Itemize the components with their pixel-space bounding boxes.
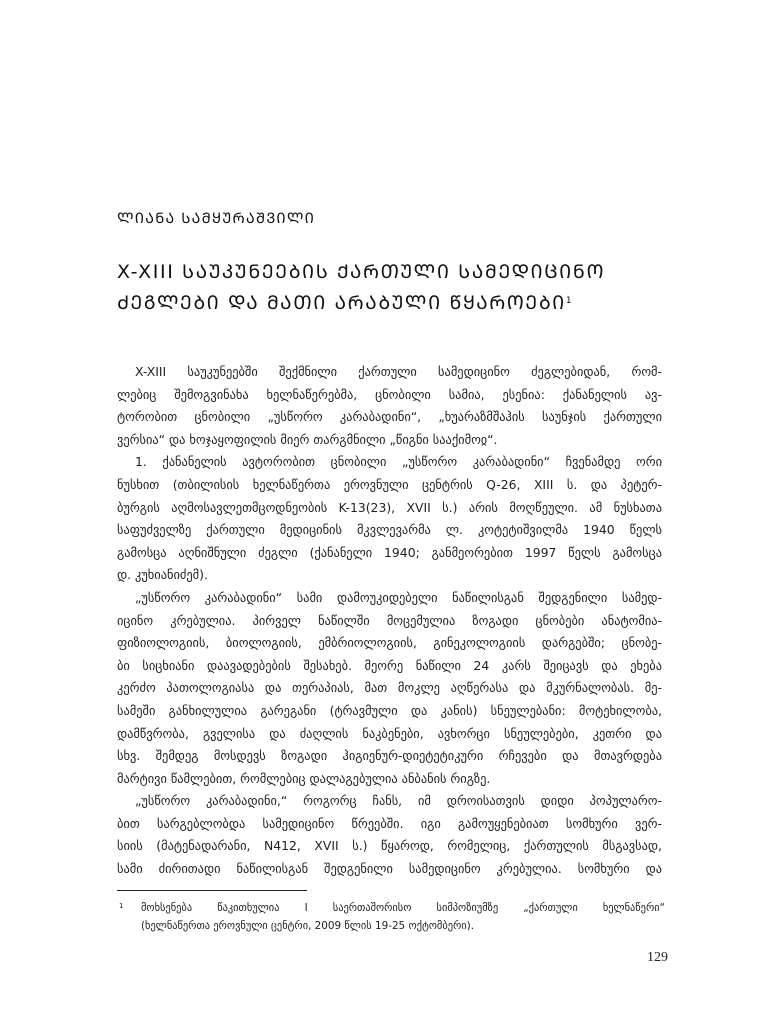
body-line: 1. ქანანელის ავტორობით ცნობილი „უსწორო კარაბადინი“ ჩვენამდე ორი — [135, 454, 662, 470]
footnote — [117, 900, 665, 935]
title-footnote-mark[interactable]: 1 — [565, 296, 572, 306]
body-line: კერძო პათოლოგიასა და თერაპიას, მათ მოკლე აღწერასა და მკურნალობას. მე- — [117, 680, 662, 696]
body-line: ლებიც შემოგვინახა ხელნაწერებმა, ცნობილი სამია, ესენია: ქანანელის ავ- — [117, 386, 662, 402]
body-line: სხვ. შემდეგ მოსდევს ზოგადი ჰიგიენურ-დიეტეტიკური რჩევები და მთავრდება — [117, 748, 662, 764]
body-line: „უსწორო კარაბადინი,“ როგორც ჩანს, იმ დროისათვის დიდი პოპულარო- — [135, 793, 662, 809]
footnote-marker: 1 — [119, 902, 124, 910]
body-line: ტორობით ცნობილი „უსწორო კარაბადინი“, „ხუარაზმშაჰის საუნჯის ქართული — [117, 409, 662, 425]
body-line: გამოსცა აღნიშნული ძეგლი (ქანანელი 1940; განმეორებით 1997 წელს გამოსცა — [117, 544, 662, 560]
body-line: დამწვრობა, გველისა და ძაღლის ნაკბენები, ავხორცი სნეულებები, კეთრი და — [117, 725, 662, 741]
body-text — [117, 361, 662, 881]
title-line-2 — [117, 288, 677, 319]
body-line: ფიზიოლოგიის, ბიოლოგიის, ემბრიოლოგიის, გინეკოლოგიის დარგებში; ცნობე- — [117, 635, 662, 651]
body-line: დ. კუხიანიძემ). — [117, 567, 208, 583]
body-line: ვერსია“ და ხოჯაყოფილის მიერ თარგმნილი „წიგნი სააქიმოჲ“. — [117, 431, 498, 447]
body-line: სამეში განხილულია გარეგანი (ტრავმული და კანის) სნეულებანი: მოტეხილობა, — [117, 702, 662, 718]
page-number: 129 — [647, 950, 668, 965]
title-line-1: X-XIII ᲡᲐᲣᲙᲣᲜᲔᲔᲑᲘᲡ ᲥᲐᲠᲗᲣᲚᲘ ᲡᲐᲛᲔᲓᲘᲪᲘᲜᲝ — [117, 261, 606, 283]
footnote-divider — [117, 890, 307, 891]
title-line-2-text: ᲫᲔᲒᲚᲔᲑᲘ ᲓᲐ ᲛᲐᲗᲘ ᲐᲠᲐᲑᲣᲚᲘ ᲬᲧᲐᲠᲝᲔᲑᲘ — [117, 292, 566, 314]
footnote-line: მოხსენება წაკითხულია I საერთაშორისო სიმპოზიუმზე „ქართული ხელნაწერი“ — [141, 902, 665, 914]
body-line: სამი ძირითადი ნაწილისგან შედგენილი სამედიცინო კრებულია. სომხური და — [117, 861, 662, 877]
author-name: ᲚᲘᲐᲜᲐ ᲡᲐᲛᲧᲣᲠᲐᲨᲕᲘᲚᲘ — [117, 211, 316, 227]
body-line: ბურგის აღმოსავლეთმცოდნეობის K-13(23), XVII ს.) არის მოღწეული. ამ ნუსხათა — [117, 499, 662, 515]
body-line: იცინო კრებულია. პირველ ნაწილში მოცემულია ზოგადი ცნობები ანატომია- — [117, 612, 662, 628]
body-line: X-XIII საუკუნეებში შექმნილი ქართული სამედიცინო ძეგლებიდან, რომ- — [135, 364, 662, 379]
article-title — [117, 257, 677, 319]
body-line: ბი სიცხიანი დაავადებების შესახებ. მეორე ნაწილი 24 კარს შეიცავს და ეხება — [117, 657, 662, 673]
body-line: „უსწორო კარაბადინი“ სამი დამოუკიდებელი ნაწილისგან შედგენილი სამედ- — [135, 589, 662, 605]
body-line: ბით სარგებლობდა სამედიცინო წრეებში. იგი გამოუყენებიათ სომხური ვერ- — [117, 815, 662, 831]
body-line: მარტივი წამლებით, რომლებიც დალაგებულია ანბანის რიგზე. — [117, 770, 491, 786]
footnote-line: (ხელნაწერთა ეროვნული ცენტრი, 2009 წლის 19-25 ოქტომბერი). — [141, 919, 475, 932]
body-line: სიის (მატენადარანი, N412, XVII ს.) წყაროდ, რომელიც, ქართულის მსგავსად, — [117, 838, 662, 854]
body-line: საფუძველზე ქართული მედიცინის მკვლევარმა ლ. კოტეტიშვილმა 1940 წელს — [117, 522, 662, 538]
body-line: ნუსხით (თბილისის ხელნაწერთა ეროვნული ცენტრის Q-26, XIII ს. და პეტერ- — [117, 476, 662, 492]
